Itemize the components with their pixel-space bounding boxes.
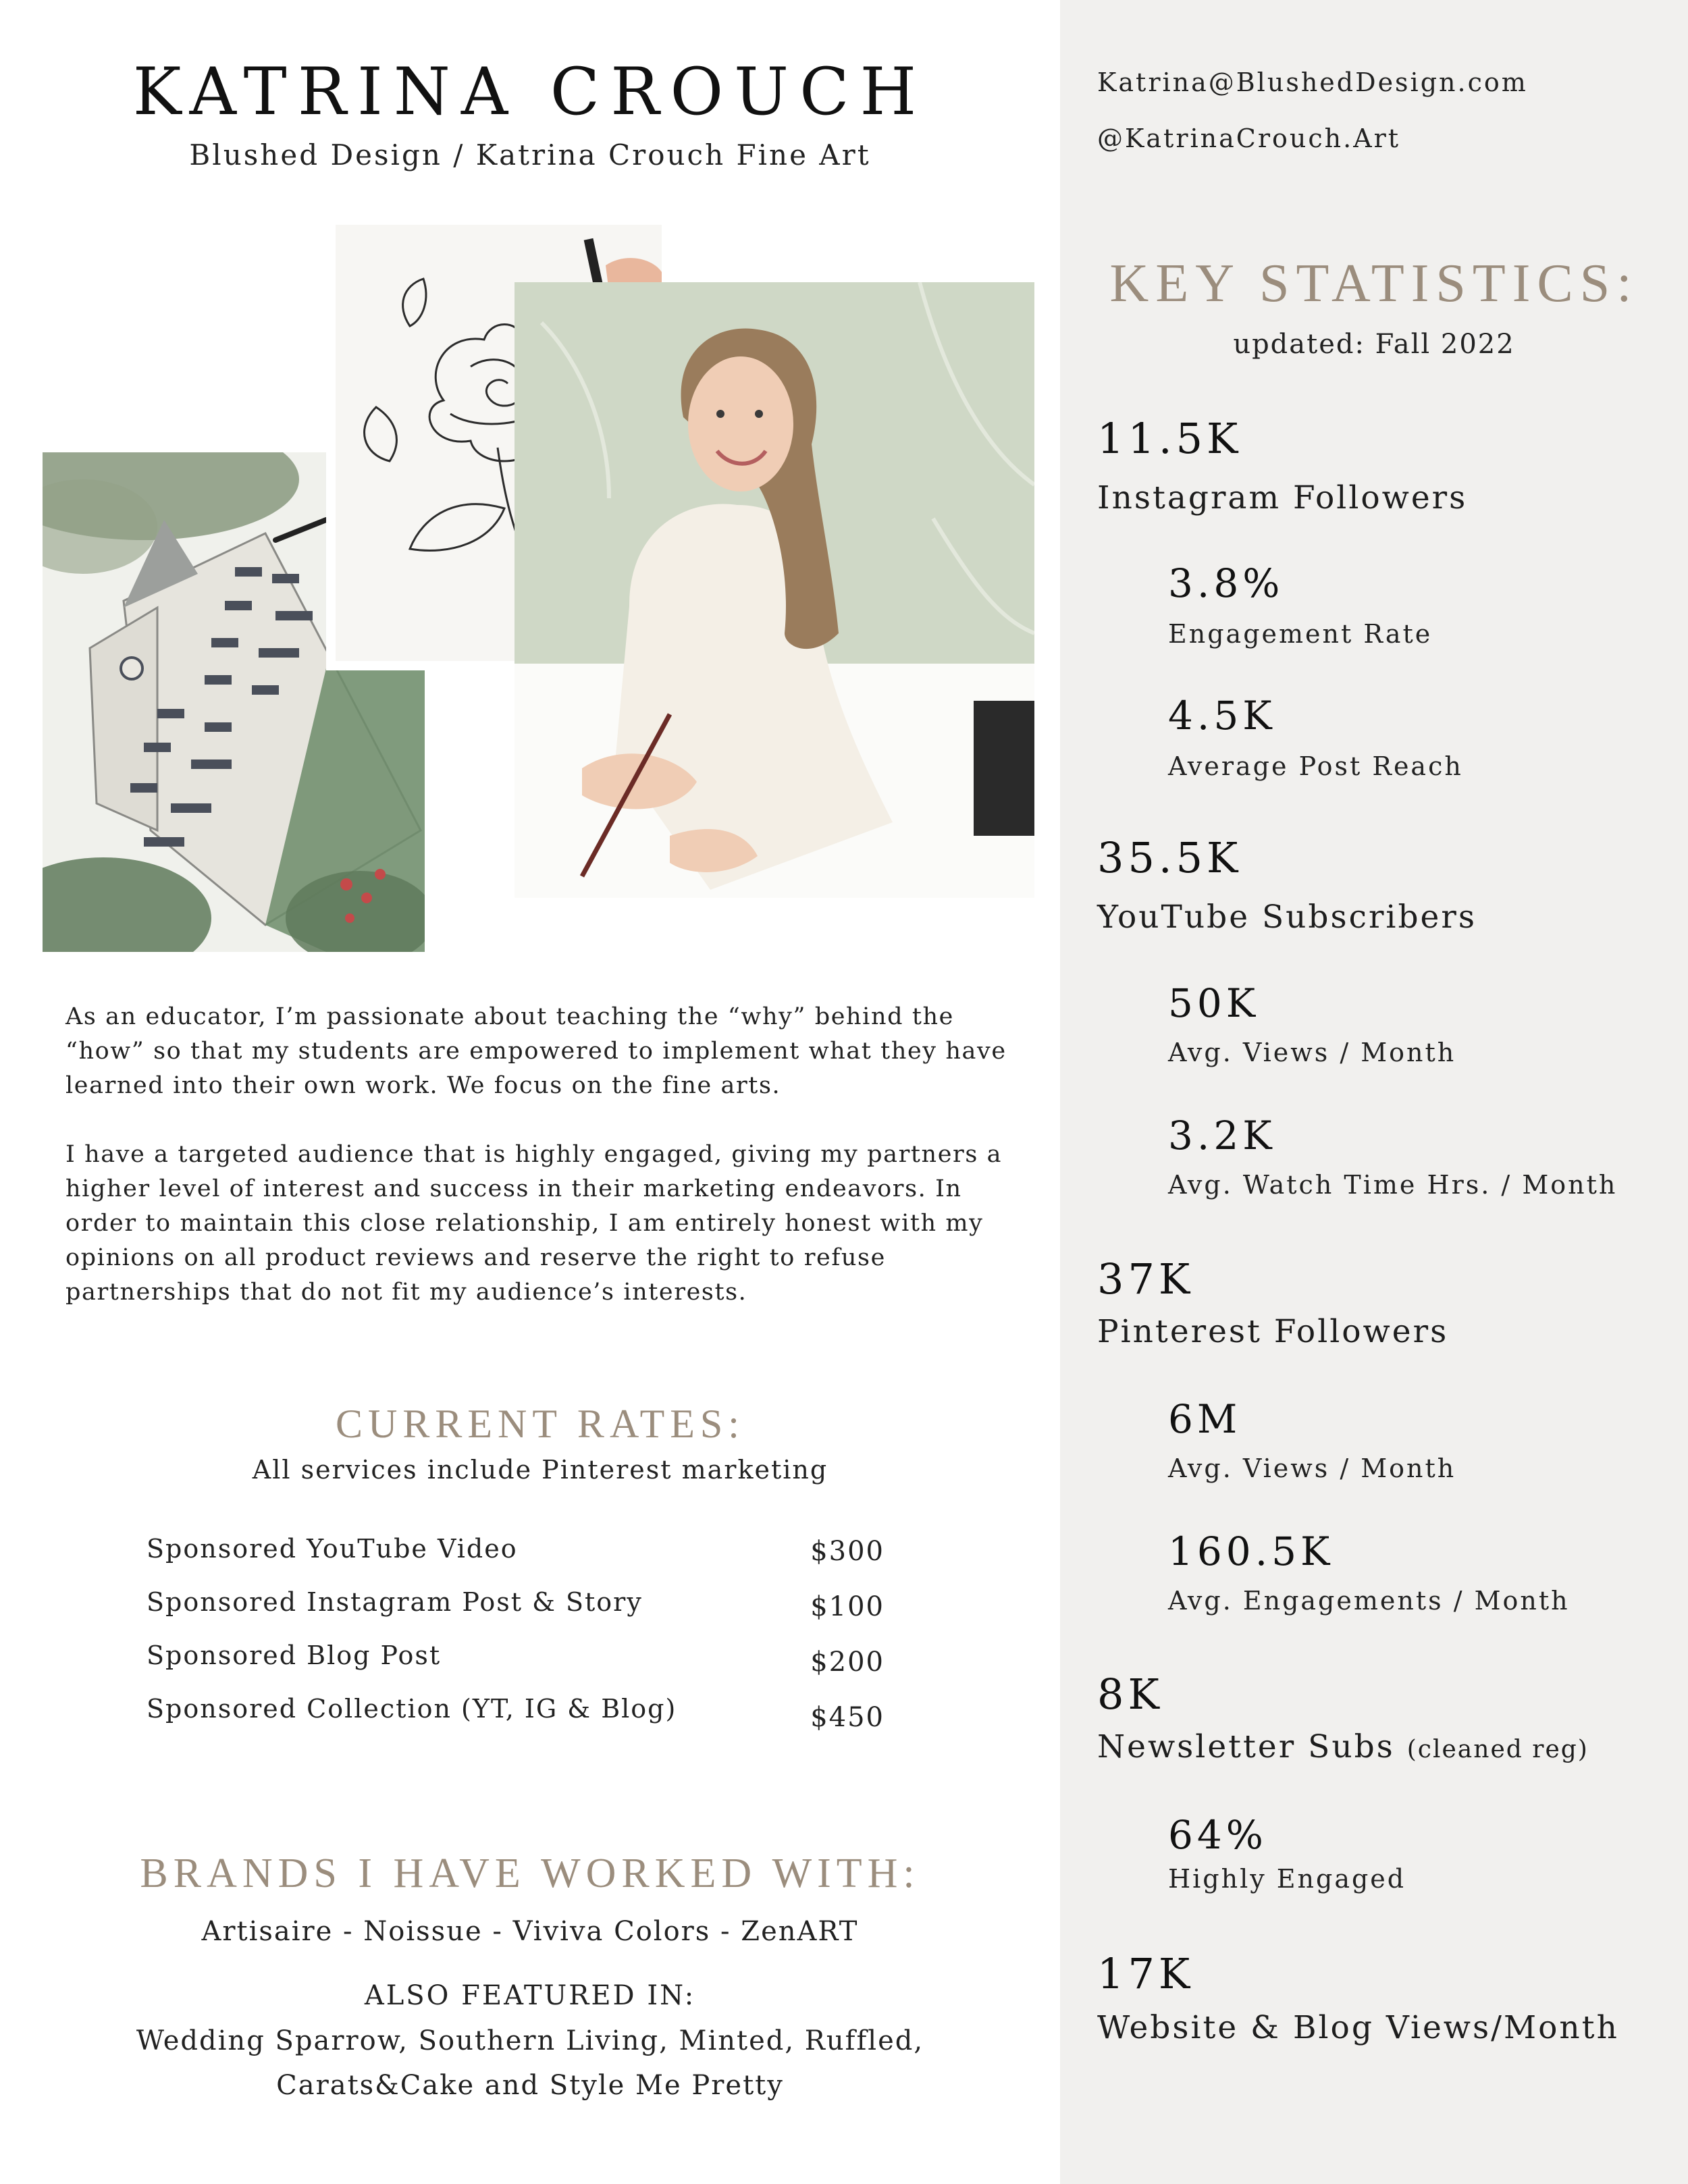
featured-line-1: Wedding Sparrow, Southern Living, Minted, Ruffled, xyxy=(136,2025,924,2056)
website-views-label: Website & Blog Views/Month xyxy=(1097,2009,1619,2046)
rates-heading: CURRENT RATES: xyxy=(336,1402,745,1446)
page-title: KATRINA CROUCH xyxy=(132,54,928,130)
rate-item-youtube-price: $300 xyxy=(810,1536,885,1567)
rate-item-collection-name: Sponsored Collection (YT, IG & Blog) xyxy=(147,1694,677,1724)
featured-heading: ALSO FEATURED IN: xyxy=(364,1980,696,2011)
rate-item-instagram-name: Sponsored Instagram Post & Story xyxy=(147,1587,643,1617)
instagram-followers-value: 11.5K xyxy=(1097,414,1242,463)
page-subtitle: Blushed Design / Katrina Crouch Fine Art xyxy=(189,138,871,171)
youtube-subscribers-value: 35.5K xyxy=(1097,833,1242,882)
pinterest-engagements-label: Avg. Engagements / Month xyxy=(1168,1586,1570,1616)
brands-heading: BRANDS I HAVE WORKED WITH: xyxy=(140,1850,920,1896)
stats-updated-date: updated: Fall 2022 xyxy=(1233,329,1515,360)
rate-item-instagram-price: $100 xyxy=(810,1591,885,1622)
about-paragraph-2: I have a targeted audience that is highly engaged, giving my partners a higher level of interest and success in their marketing endeavors. In order to maintain this close relationship, I am entirely honest with my opinions on all product reviews and reserve the right to refuse partnerships that do not fit my audience’s interests. xyxy=(65,1141,1003,1306)
youtube-subscribers-label: YouTube Subscribers xyxy=(1097,899,1477,936)
rate-item-blog-price: $200 xyxy=(810,1647,885,1678)
featured-line-2: Carats&Cake and Style Me Pretty xyxy=(276,2070,784,2101)
brands-list: Artisaire - Noissue - Viviva Colors - ZenART xyxy=(201,1916,859,1947)
pinterest-avg-views-label: Avg. Views / Month xyxy=(1168,1454,1456,1483)
newsletter-subs-label xyxy=(1097,1728,1589,1765)
engagement-rate-label: Engagement Rate xyxy=(1168,619,1433,649)
stats-sidebar xyxy=(1060,0,1688,2184)
youtube-watch-time-label: Avg. Watch Time Hrs. / Month xyxy=(1168,1170,1618,1200)
pinterest-avg-views-value: 6M xyxy=(1168,1396,1242,1442)
rate-item-collection-price: $450 xyxy=(810,1702,885,1733)
artist-portrait-image xyxy=(515,282,1034,898)
highly-engaged-label: Highly Engaged xyxy=(1168,1864,1406,1894)
contact-email[interactable]: Katrina@BlushedDesign.com xyxy=(1097,68,1528,97)
youtube-watch-time-value: 3.2K xyxy=(1168,1113,1276,1158)
contact-social-handle[interactable]: @KatrinaCrouch.Art xyxy=(1097,124,1401,153)
highly-engaged-value: 64% xyxy=(1168,1812,1267,1858)
rate-item-blog-name: Sponsored Blog Post xyxy=(147,1641,442,1670)
youtube-avg-views-label: Avg. Views / Month xyxy=(1168,1038,1456,1067)
instagram-followers-label: Instagram Followers xyxy=(1097,479,1468,516)
average-post-reach-label: Average Post Reach xyxy=(1168,751,1463,781)
pinterest-followers-label: Pinterest Followers xyxy=(1097,1313,1449,1350)
pinterest-engagements-value: 160.5K xyxy=(1168,1528,1334,1574)
youtube-avg-views-value: 50K xyxy=(1168,980,1260,1026)
engagement-rate-value: 3.8% xyxy=(1168,560,1284,606)
average-post-reach-value: 4.5K xyxy=(1168,693,1276,739)
newsletter-subs-note: (cleaned reg) xyxy=(1406,1736,1589,1763)
stats-heading: KEY STATISTICS: xyxy=(1109,254,1639,313)
newsletter-subs-value: 8K xyxy=(1097,1670,1163,1719)
about-paragraph-1: As an educator, I’m passionate about teaching the “why” behind the “how” so that my students are empowered to implement what they have learned into their own work. We focus on the fine arts. xyxy=(65,1003,1007,1099)
rates-subheading: All services include Pinterest marketing xyxy=(252,1455,828,1485)
website-views-value: 17K xyxy=(1097,1949,1194,1998)
rate-item-youtube-name: Sponsored YouTube Video xyxy=(147,1534,518,1564)
newsletter-subs-label-text: Newsletter Subs xyxy=(1097,1728,1395,1765)
pinterest-followers-value: 37K xyxy=(1097,1254,1194,1304)
